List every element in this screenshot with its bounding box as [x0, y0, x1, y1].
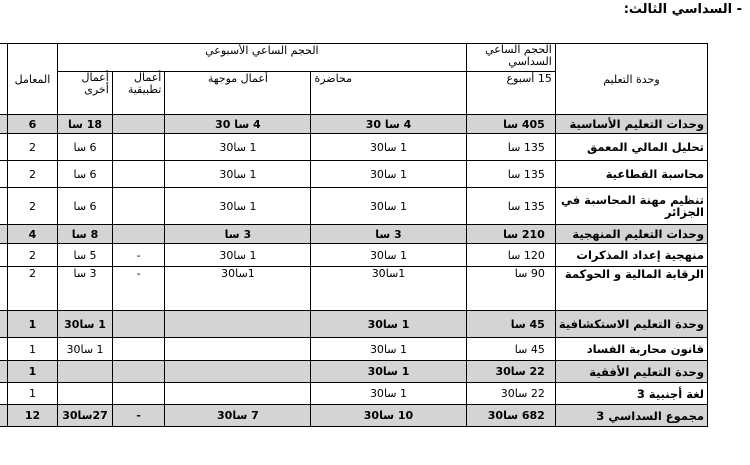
- table-row-total: مجموع السداسي 3 682 سا30 10 سا30 7 سا30 - 27سا30 12: [0, 405, 708, 427]
- header-weekly-volume: الحجم الساعي الأسبوعي: [58, 44, 466, 72]
- table-row: وحدة التعليم الاستكشافية 45 سا 1 سا30 1 سا30 1: [0, 311, 708, 338]
- curriculum-table: [0, 43, 708, 427]
- header-semester-volume: الحجم الساعي السداسي: [466, 44, 555, 72]
- header-weeks: 15 أسبوع: [466, 72, 555, 115]
- header-applied-work: أعمال تطبيقية: [112, 72, 165, 115]
- table-row: الرقابة المالية و الحوكمة 90 سا 1سا30 1سا30 - 3 سا 2: [0, 267, 708, 311]
- table-row: تحليل المالي المعمق 135 سا 1 سا30 1 سا30 6 سا 2: [0, 134, 708, 161]
- table-row: وحدة التعليم الأفقية 22 سا30 1 سا30 1: [0, 361, 708, 383]
- header-other-work: أعمال أخرى: [58, 72, 113, 115]
- table-row: لغة أجنبية 3 22 سا30 1 سا30 1: [0, 383, 708, 405]
- header-credits: [0, 44, 7, 115]
- header-unit: وحدة التعليم: [555, 44, 707, 115]
- table-row: وحدات التعليم الأساسية 405 سا 4 سا 30 4 سا 30 18 سا 6: [0, 115, 708, 134]
- header-coefficient: المعامل: [7, 44, 57, 115]
- table-row: تنظيم مهنة المحاسبة في الجزائر 135 سا 1 سا30 1 سا30 6 سا 2: [0, 188, 708, 225]
- table-row: وحدات التعليم المنهجية 210 سا 3 سا 3 سا 8 سا 4: [0, 225, 708, 244]
- header-lecture: محاضرة: [311, 72, 466, 115]
- header-directed-work: أعمال موجهة: [165, 72, 311, 115]
- table-row: منهجية إعداد المذكرات 120 سا 1 سا30 1 سا30 - 5 سا 2: [0, 244, 708, 267]
- page-title: - السداسي الثالث:: [623, 2, 742, 17]
- table-container: [0, 43, 750, 463]
- table-row: قانون محاربة الفساد 45 سا 1 سا30 1 سا30 1: [0, 338, 708, 361]
- table-row: محاسبة القطاعية 135 سا 1 سا30 1 سا30 6 سا 2: [0, 161, 708, 188]
